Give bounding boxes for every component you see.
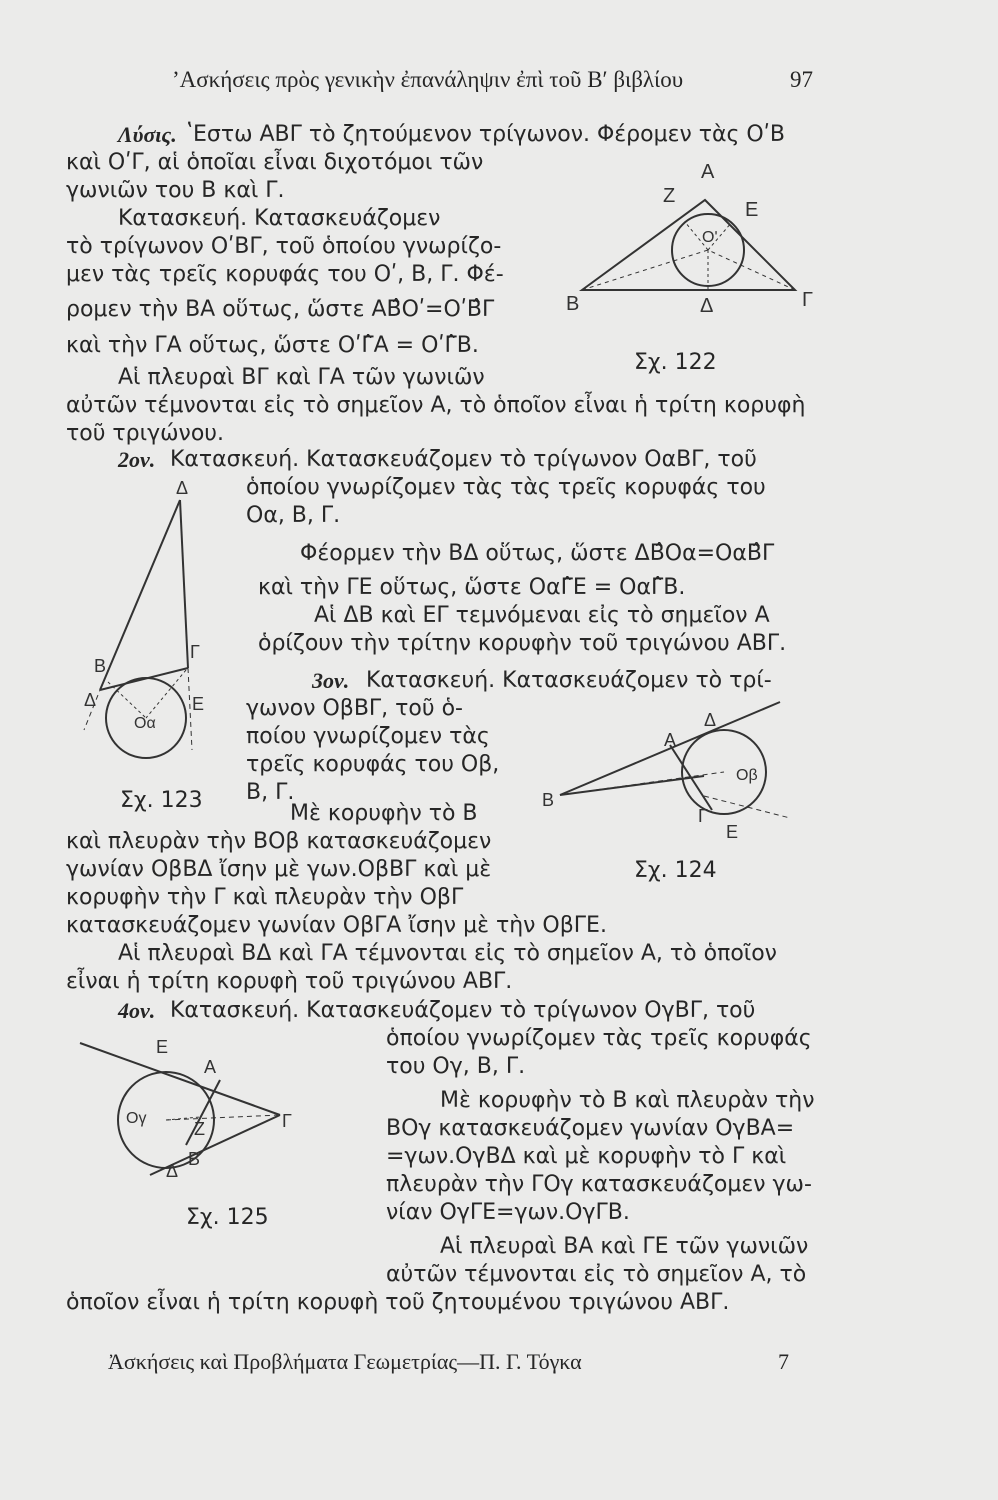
label-a: Α <box>204 1057 217 1077</box>
label-d: Δ <box>704 710 717 730</box>
figure-123 <box>80 480 220 780</box>
text-line: του Ογ, Β, Γ. <box>386 1054 526 1079</box>
label-o: Οʹ <box>702 229 718 246</box>
label-d: Δ <box>700 295 714 317</box>
label-o: Οα <box>134 715 156 732</box>
text-line: αὐτῶν τέμνονται εἰς τὸ σημεῖον Α, τὸ ὁποῖον εἶναι ἡ τρίτη κορυφὴ <box>66 393 806 418</box>
text-line: μεν τὰς τρεῖς κορυφάς του Οʹ, Β, Γ. Φέ- <box>66 262 504 287</box>
label-o: Ογ <box>126 1110 147 1127</box>
label-e: Ε <box>156 1037 169 1057</box>
text-line: Β, Γ. <box>246 780 295 805</box>
label-b: Β <box>94 656 107 676</box>
bisector-g <box>166 1115 280 1120</box>
label-a: Α <box>701 161 715 183</box>
text-line: ὁποίου γνωρίζομεν τὰς τὰς τρεῖς κορυφάς του <box>246 475 766 500</box>
text-line: ὁποίου γνωρίζομεν τὰς τρεῖς κορυφάς <box>386 1026 812 1051</box>
text-line: Αἱ πλευραὶ ΒΔ καὶ ΓΑ τέμνονται εἰς τὸ σημεῖον Α, τὸ ὁποῖον <box>118 941 777 966</box>
second-label: 2ον. <box>118 447 156 472</box>
label-b: Β <box>542 790 555 810</box>
figure-122-caption: Σχ. 122 <box>634 350 717 375</box>
page-number: 97 <box>790 67 813 92</box>
text-line: Κατασκευή. Κατασκευάζομεν τὸ τρίγωνον ΟγΒΓ, τοῦ <box>170 998 756 1023</box>
figure-123-caption: Σχ. 123 <box>120 788 203 813</box>
label-o: Οβ <box>736 767 758 784</box>
text-line: Κατασκευή. Κατασκευάζομεν τὸ τρίγωνον ΟαΒΓ, τοῦ <box>170 447 757 472</box>
bisector-b <box>108 682 146 718</box>
side-bd <box>100 500 180 690</box>
text-line: καὶ πλευρὰν τὴν ΒΟβ κατασκευάζομεν <box>66 829 492 854</box>
text-line: Μὲ κορυφὴν τὸ Β καὶ πλευρὰν τὴν <box>440 1088 815 1113</box>
bisector-b <box>582 250 708 290</box>
text-line: ΒΟγ κατασκευάζομεν γωνίαν ΟγΒΑ= <box>386 1116 795 1141</box>
solution-label: Λύσις. <box>118 122 177 147</box>
text-line: γωνίαν ΟβΒΔ ἴσην μὲ γων.ΟβΒΓ καὶ μὲ <box>66 857 492 882</box>
text-line: τὸ τρίγωνον ΟʹΒΓ, τοῦ ὁποίου γνωρίζο- <box>66 234 502 259</box>
text-line: Αἱ πλευραὶ ΒΓ καὶ ΓΑ τῶν γωνιῶν <box>118 365 485 390</box>
text-line: τοῦ τριγώνου. <box>66 421 224 446</box>
text-line: ὁρίζουν τὴν τρίτην κορυφὴν τοῦ τριγώνου ΑΒΓ. <box>258 631 787 656</box>
footer-book-title: Ἀσκήσεις καὶ Προβλήματα Γεωμετρίας—Π. Γ. Τόγκα <box>108 1349 582 1374</box>
text-line: Μὲ κορυφὴν τὸ Β <box>290 801 478 826</box>
label-e: Ε <box>745 199 759 221</box>
third-label: 3ον. <box>312 668 350 693</box>
text-line: καὶ τὴν ΓΕ οὕτως, ὥστε ΟαΓ̂Ε = ΟαΓ̂Β. <box>258 575 686 600</box>
label-g: Γ <box>802 289 814 311</box>
running-title: ʼΑσκήσεις πρὸς γενικὴν ἐπανάληψιν ἐπὶ τοῦ Βʹ βιβλίου <box>172 67 684 92</box>
text-line: ποίου γνωρίζομεν τὰς <box>246 724 490 749</box>
figure-125 <box>70 1025 330 1185</box>
text-line: εἶναι ἡ τρίτη κορυφὴ τοῦ τριγώνου ΑΒΓ. <box>66 969 513 994</box>
label-b: Β <box>566 293 580 315</box>
text-line: Αἱ ΔΒ καὶ ΕΓ τεμνόμεναι εἰς τὸ σημεῖον Α <box>314 603 770 628</box>
fourth-label: 4ον. <box>118 998 156 1023</box>
figure-125-caption: Σχ. 125 <box>186 1205 269 1230</box>
triangle-abg <box>582 200 795 290</box>
text-line: τρεῖς κορυφάς του Οβ, <box>246 752 500 777</box>
text-line: ʽΕστω ΑΒΓ τὸ ζητούμενον τρίγωνον. Φέρομεν τὰς ΟʹΒ <box>186 122 785 147</box>
text-line: κορυφὴν τὴν Γ καὶ πλευρὰν τὴν ΟβΓ <box>66 885 464 910</box>
label-a: Α <box>664 730 677 750</box>
text-line: γωνιῶν του Β καὶ Γ. <box>66 178 285 203</box>
label-g: Γ <box>282 1111 292 1131</box>
text-line: =γων.ΟγΒΔ καὶ μὲ κορυφὴν τὸ Γ καὶ <box>386 1144 787 1169</box>
text-line: νίαν ΟγΓΕ=γων.ΟγΓΒ. <box>386 1200 630 1225</box>
side-ge <box>180 500 188 668</box>
label-g: Γ <box>698 806 708 826</box>
text-line: καὶ τὴν ΓΑ οὕτως, ὥστε ΟʹΓ̂Α = ΟʹΓ̂Β. <box>66 333 479 358</box>
footer-signature-number: 7 <box>778 1349 789 1374</box>
label-d-top: Δ <box>176 478 189 498</box>
text-line: πλευρὰν τὴν ΓΟγ κατασκευάζομεν γω- <box>386 1172 812 1197</box>
text-line: ρομεν τὴν ΒΑ οὕτως, ὥστε ΑΒ̂Οʹ=ΟʹΒ̂Γ <box>66 297 495 322</box>
label-z: Ζ <box>663 185 676 207</box>
text-line: Οα, Β, Γ. <box>246 503 341 528</box>
label-g: Γ <box>190 642 200 662</box>
label-d: Δ <box>166 1161 179 1181</box>
label-e: Ε <box>726 822 739 842</box>
figure-124-caption: Σχ. 124 <box>634 858 717 883</box>
text-line: Φέορμεν τὴν ΒΔ οὕτως, ὥστε ΔΒ̂Οα=ΟαΒ̂Γ <box>300 541 775 566</box>
text-line: καὶ ΟʹΓ, αἱ ὁποῖαι εἶναι διχοτόμοι τῶν <box>66 150 484 175</box>
figure-122 <box>560 150 830 320</box>
text-line: γωνον ΟβΒΓ, τοῦ ὁ- <box>246 696 463 721</box>
label-e: Ε <box>192 694 205 714</box>
label-z: Ζ <box>194 1119 205 1139</box>
label-d: Δ <box>84 690 97 710</box>
text-line: ὁποῖον εἶναι ἡ τρίτη κορυφὴ τοῦ ζητουμένου τριγώνου ΑΒΓ. <box>66 1290 730 1315</box>
text-line: Κατασκευή. Κατασκευάζομεν <box>118 206 441 231</box>
label-b: Β <box>188 1149 201 1169</box>
text-line: αὐτῶν τέμνονται εἰς τὸ σημεῖον Α, τὸ <box>386 1262 807 1287</box>
side-ge <box>80 1043 280 1115</box>
side-ga <box>670 745 712 810</box>
text-line: Κατασκευή. Κατασκευάζομεν τὸ τρί- <box>366 668 772 693</box>
text-line: κατασκευάζομεν γωνίαν ΟβΓΑ ἴσην μὲ τὴν ΟβΓΕ. <box>66 913 607 938</box>
figure-124 <box>540 690 800 850</box>
text-line: Αἱ πλευραὶ ΒΑ καὶ ΓΕ τῶν γωνιῶν <box>440 1234 809 1259</box>
